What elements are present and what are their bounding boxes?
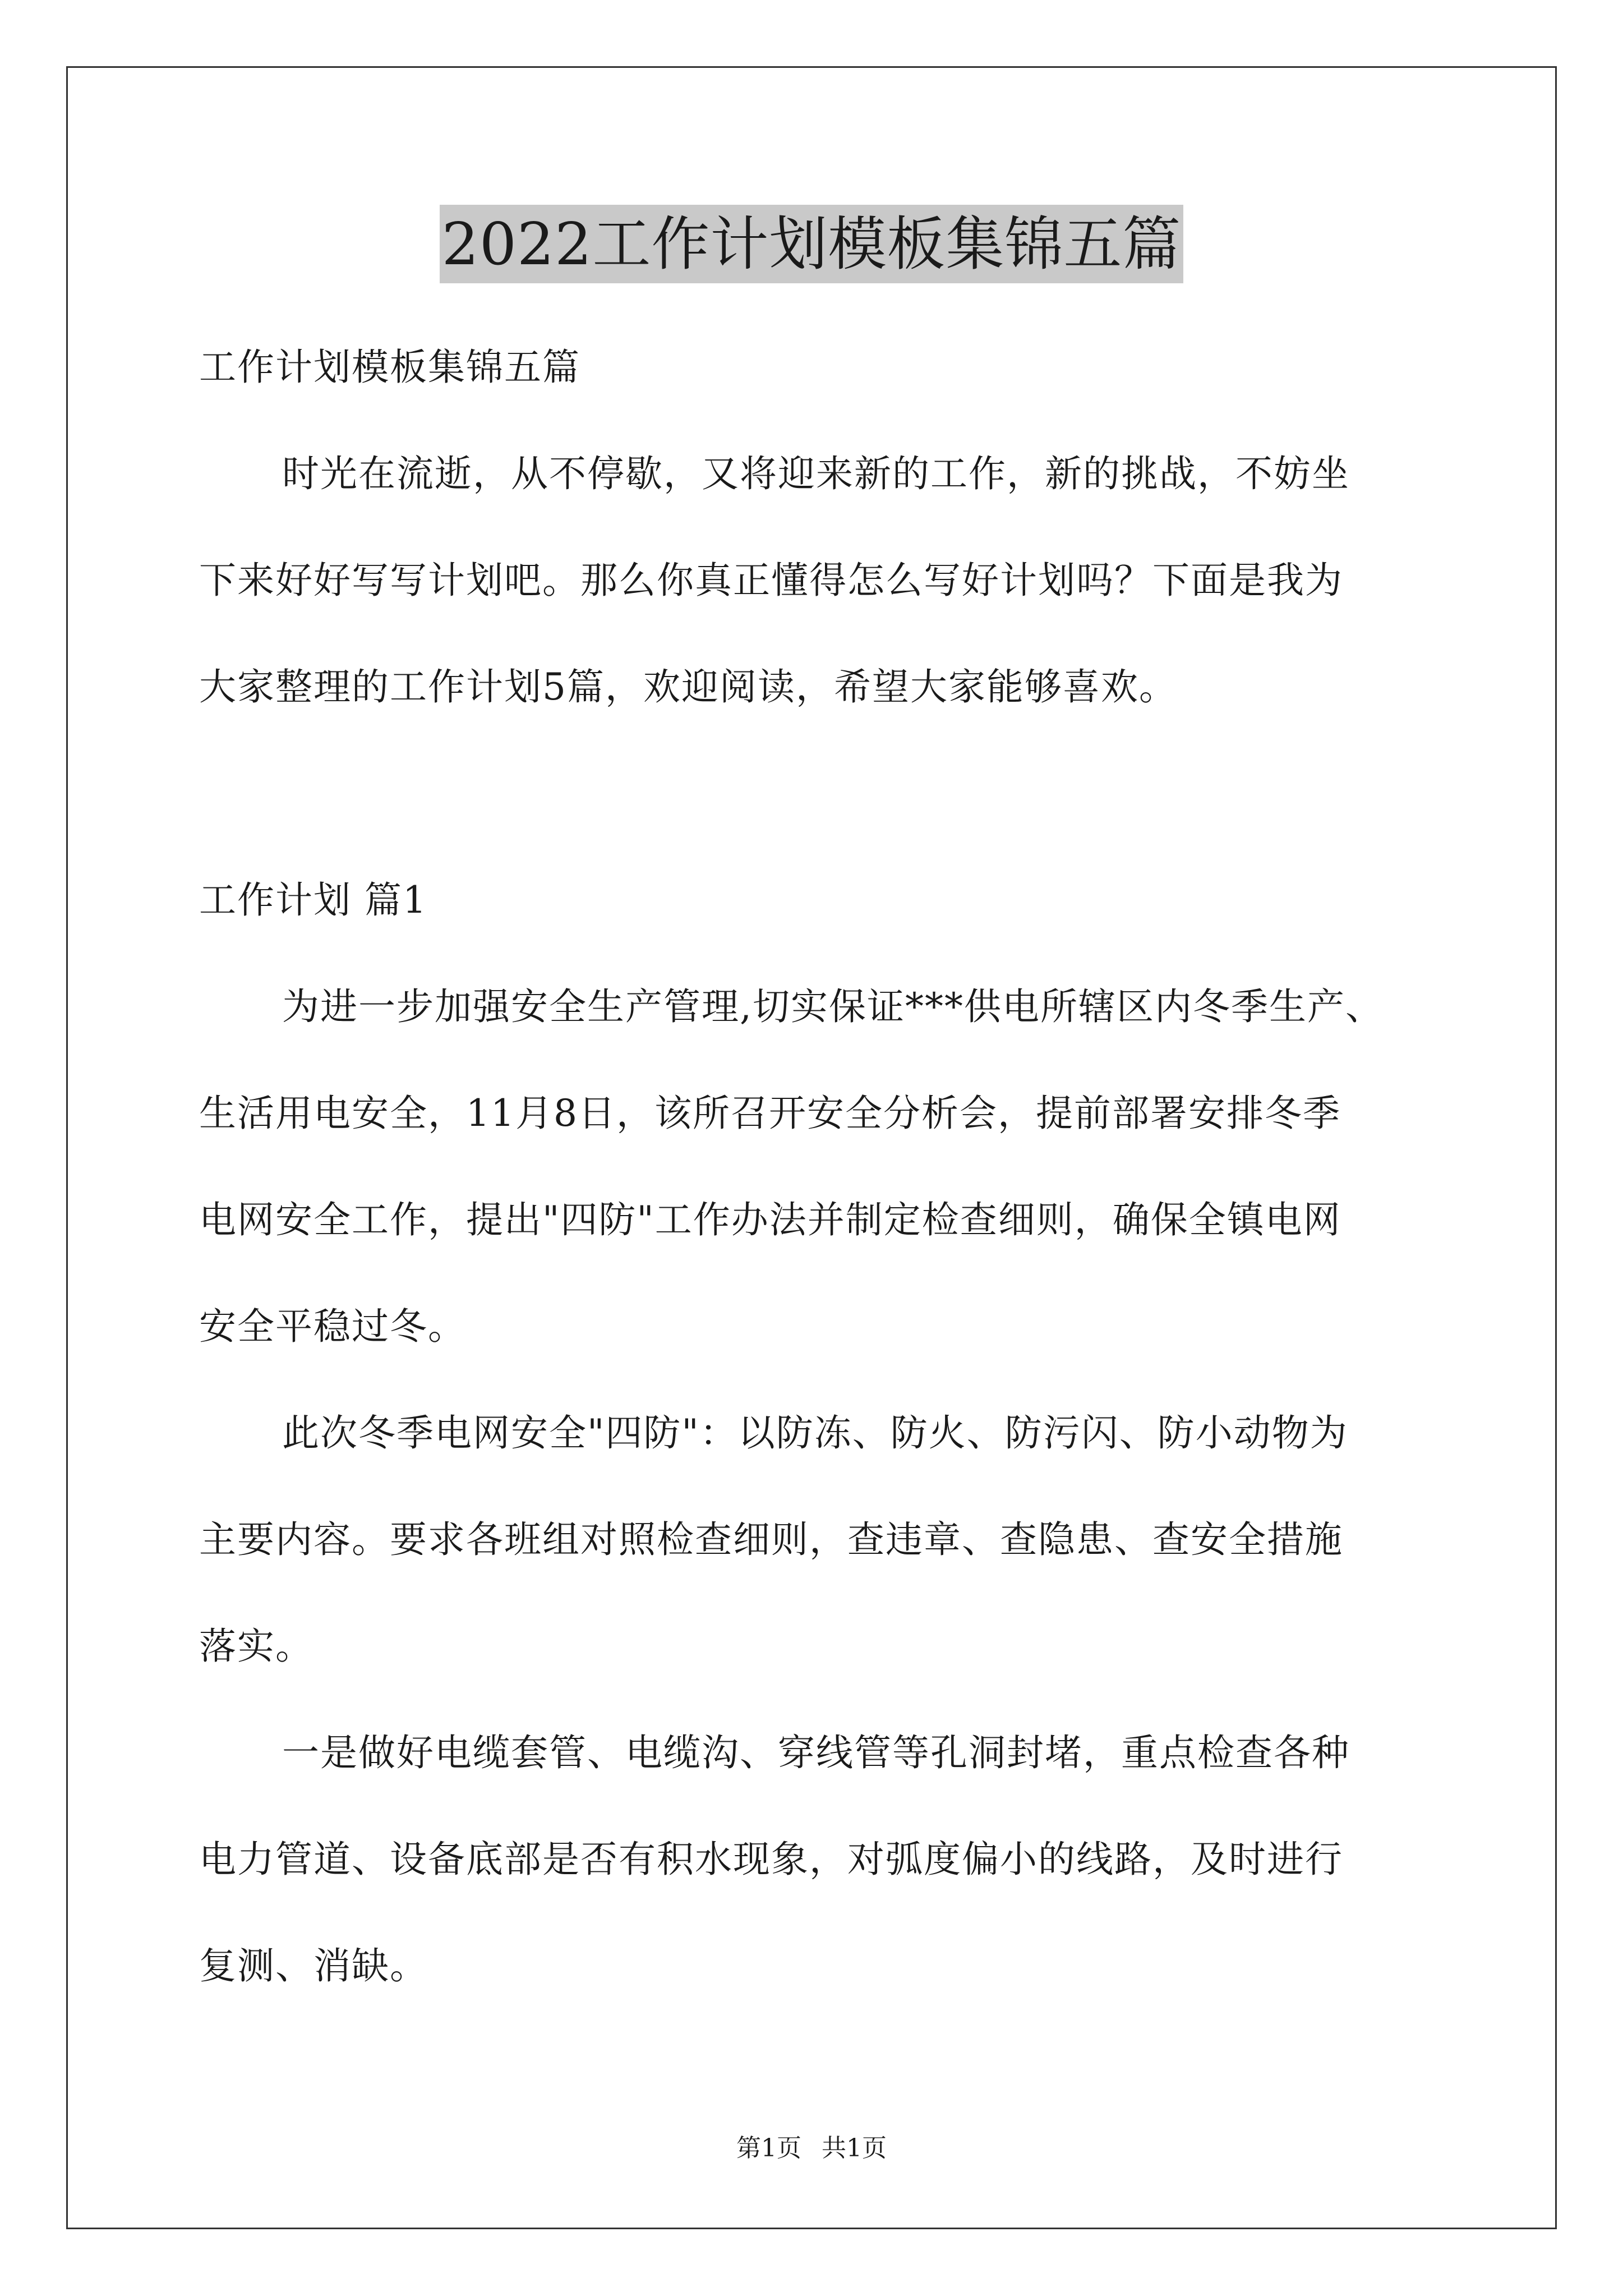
text-line: 大家整理的工作计划5篇，欢迎阅读，希望大家能够喜欢。 bbox=[199, 665, 1177, 708]
text-line: 安全平稳过冬。 bbox=[199, 1305, 466, 1348]
text-line: 生活用电安全，11月8日，该所召开安全分析会，提前部署安排冬季 bbox=[199, 1092, 1341, 1135]
text-line: 工作计划 篇1 bbox=[199, 878, 427, 922]
text-line: 电力管道、设备底部是否有积水现象，对弧度偏小的线路，及时进行 bbox=[199, 1838, 1343, 1881]
text-line: 电网安全工作，提出"四防"工作办法并制定检查细则，确保全镇电网 bbox=[199, 1198, 1341, 1241]
title-container bbox=[0, 205, 1623, 283]
text-line: 此次冬季电网安全"四防"：以防冻、防火、防污闪、防小动物为 bbox=[282, 1411, 1348, 1455]
blank-line bbox=[199, 740, 1433, 847]
text-line: 落实。 bbox=[199, 1625, 313, 1668]
page-footer bbox=[0, 2132, 1623, 2165]
text-line: 时光在流逝，从不停歇，又将迎来新的工作，新的挑战，不妨坐 bbox=[282, 452, 1350, 495]
text-line: 一是做好电缆套管、电缆沟、穿线管等孔洞封堵，重点检查各种 bbox=[282, 1731, 1350, 1774]
text-line: 下来好好写写计划吧。那么你真正懂得怎么写好计划吗？下面是我为 bbox=[199, 559, 1343, 602]
page-total: 共1页 bbox=[822, 2134, 887, 2162]
text-line: 工作计划模板集锦五篇 bbox=[199, 346, 580, 389]
text-line: 复测、消缺。 bbox=[199, 1944, 428, 1987]
document-title: 2022工作计划模板集锦五篇 bbox=[440, 205, 1184, 283]
text-line: 为进一步加强安全生产管理,切实保证***供电所辖区内冬季生产、 bbox=[282, 985, 1384, 1028]
document-body bbox=[199, 314, 1433, 2019]
text-line: 主要内容。要求各班组对照检查细则，查违章、查隐患、查安全措施 bbox=[199, 1518, 1343, 1561]
page-number: 第1页 bbox=[736, 2134, 801, 2162]
